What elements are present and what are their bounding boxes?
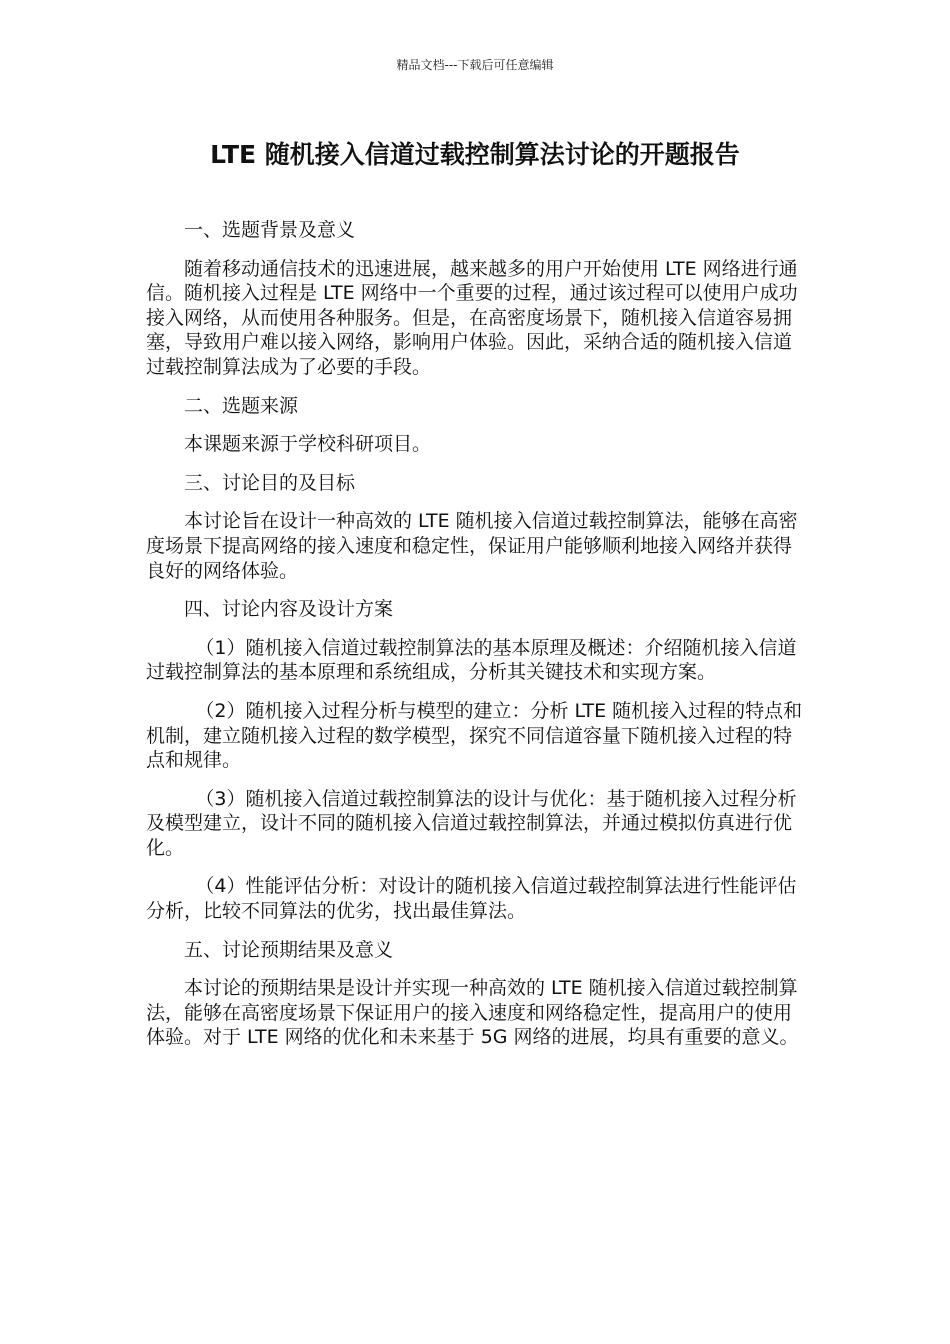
section-heading-background: 一、选题背景及意义 [184, 219, 356, 241]
section-heading-expected-results: 五、讨论预期结果及意义 [184, 938, 394, 961]
page-header: 精品文档---下载后可任意编辑 [396, 58, 554, 72]
section-body-background: 随着移动通信技术的迅速进展，越来越多的用户开始使用 LTE 网络进行通信。随机接入过程是 LTE 网络中一个重要的过程，通过该过程可以使用户成功接入网络，从而使用各种服务。但是，在高密度场景下，随机接入信道容易拥塞，导致用户难以接入网络，影响用户体验。因此，采纳合适的随机接入信道过载控制算法成为了必要的手段。 [146, 257, 798, 378]
content-item-2: （2）随机接入过程分析与模型的建立：分析 LTE 随机接入过程的特点和机制，建立随机接入过程的数学模型，探究不同信道容量下随机接入过程的特点和规律。 [146, 699, 803, 772]
content-item-1: （1）随机接入信道过载控制算法的基本原理及概述：介绍随机接入信道过载控制算法的基本原理和系统组成，分析其关键技术和实现方案。 [146, 636, 797, 684]
section-heading-objectives: 三、讨论目的及目标 [184, 471, 356, 494]
section-heading-content: 四、讨论内容及设计方案 [184, 598, 394, 621]
content-item-4: （4）性能评估分析：对设计的随机接入信道过载控制算法进行性能评估分析，比较不同算法的优劣，找出最佳算法。 [146, 875, 797, 923]
section-body-objectives: 本讨论旨在设计一种高效的 LTE 随机接入信道过载控制算法，能够在高密度场景下提高网络的接入速度和稳定性，保证用户能够顺利地接入网络并获得良好的网络体验。 [146, 510, 798, 582]
document-title: LTE 随机接入信道过载控制算法讨论的开题报告 [210, 140, 740, 169]
section-heading-source: 二、选题来源 [184, 394, 299, 417]
document-body [146, 218, 806, 1050]
section-body-source: 本课题来源于学校科研项目。 [184, 433, 432, 456]
content-item-3: （3）随机接入信道过载控制算法的设计与优化：基于随机接入过程分析及模型建立，设计不同的随机接入信道过载控制算法，并通过模拟仿真进行优化。 [146, 787, 797, 859]
section-body-expected-results: 本讨论的预期结果是设计并实现一种高效的 LTE 随机接入信道过载控制算法，能够在高密度场景下保证用户的接入速度和网络稳定性，提高用户的使用体验。对于 LTE 网络的优化和未来基于 5G 网络的进展，均具有重要的意义。 [146, 977, 799, 1049]
